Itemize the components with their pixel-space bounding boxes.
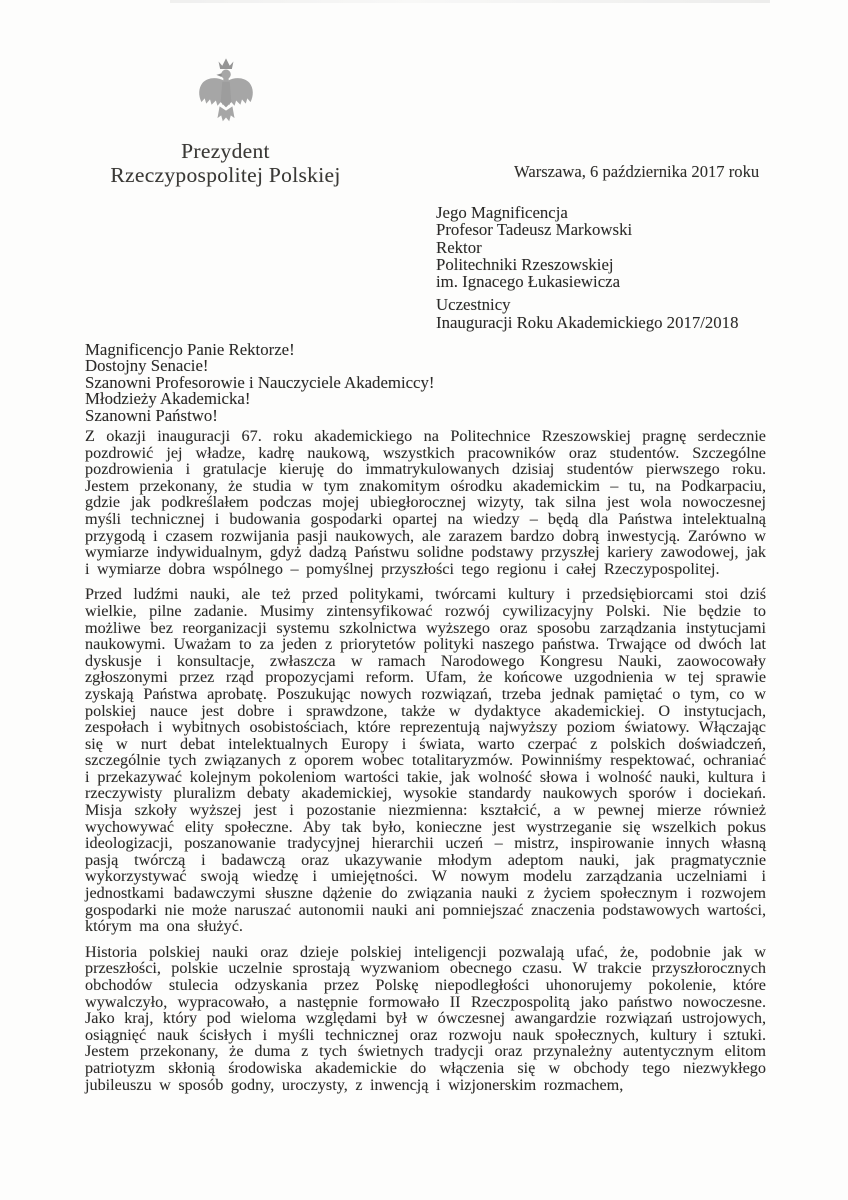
letter-body — [85, 428, 766, 1102]
salutation-block — [85, 342, 434, 424]
body-paragraph: Historia polskiej nauki oraz dzieje polskiej inteligencji pozwalają ufać, że, podobnie jak w przeszłości, polskie uczelnie sprostają wyzwaniom obecnego czasu. W trakcie przyszłorocznych obchodów stulecia odzyskania przez Polskę niepodległości uhonorujemy pokolenie, które wywalczyło, wypracowało, a następnie formowało II Rzeczpospolitą jako państwo nowoczesne. Jako kraj, który pod wieloma względami był w ówczesnej awangardzie rozwiązań ustrojowych, osiągnięć nauk ścisłych i myśli technicznej oraz rozwoju nauk społecznych, kultury i sztuki. Jestem przekonany, że duma z tych świetnych tradycji oraz przynależny autentycznym elitom patriotyzm skłonią środowiska akademickie do włączenia się w obchody tego niezwykłego jubileuszu w sposób godny, uroczysty, z inwencją i wizjonerskim rozmachem, — [85, 942, 766, 1094]
salutation-line: Szanowni Profesorowie i Nauczyciele Akademiccy! — [85, 372, 435, 392]
addressee-line: Profesor Tadeusz Markowski — [436, 220, 633, 240]
letterhead — [98, 53, 353, 187]
addressee-secondary — [436, 296, 738, 331]
salutation-line: Magnificencjo Panie Rektorze! — [85, 340, 295, 359]
salutation-line: Szanowni Państwo! — [85, 405, 218, 425]
addressee-line: Uczestnicy — [436, 295, 511, 315]
addressee-line: Politechniki Rzeszowskiej — [436, 254, 614, 274]
body-paragraph: Z okazji inauguracji 67. roku akademickiego na Politechnice Rzeszowskiej pragnę serdecznie pozdrowić jej władze, kadrę naukową, wszystkich pracowników oraz studentów. Szczególne pozdrowienia i gratulacje kieruję do immatrykulowanych dzisiaj studentów pierwszego roku. Jestem przekonany, że studia w tym znakomitym ośrodku akademickim – tu, na Podkarpaciu, gdzie jak podkreślałem podczas mojej ubiegłorocznej wizyty, tak silna jest wola nowoczesnej myśli technicznej i budowania gospodarki opartej na wiedzy – będą dla Państwa intelektualną przygodą i czasem rozwijania pasji naukowych, ale zarazem bardzo dobrą inwestycją. Zarówno w wymiarze indywidualnym, gdyż dadzą Państwu solidne podstawy przyszłej kariery zawodowej, jak i wymiarze dobra wspólnego – pomyślnej przyszłości tego regionu i całej Rzeczypospolitej. — [85, 427, 766, 578]
scan-artifact-top — [170, 0, 770, 3]
dateline: Warszawa, 6 października 2017 roku — [514, 162, 760, 181]
addressee-line: Rektor — [436, 237, 482, 257]
salutation-line: Dostojny Senacie! — [85, 356, 209, 376]
letterhead-title-line1: Prezydent — [181, 139, 270, 163]
addressee-primary — [436, 204, 738, 290]
letterhead-title-line2: Rzeczypospolitej Polskiej — [110, 163, 341, 187]
body-paragraph: Przed ludźmi nauki, ale też przed politykami, twórcami kultury i przedsiębiorcami stoi dziś wielkie, pilne zadanie. Musimy zintensyfikować rozwój cywilizacyjny Polski. Nie będzie to możliwe bez reorganizacji systemu szkolnictwa wyższego oraz sposobu zarządzania instytucjami naukowymi. Uważam to za jeden z priorytetów polityki naszego państwa. Trwające od dwóch lat dyskusje i konsultacje, zwłaszcza w ramach Narodowego Kongresu Nauki, zaowocowały zgłoszonymi przez rząd propozycjami reform. Ufam, że końcowe uzgodnienia w tej sprawie zyskają Państwa aprobatę. Poszukując nowych rozwiązań, trzeba jednak pamiętać o tym, co w polskiej nauce jest dobre i sprawdzone, także w dydaktyce akademickiej. O instytucjach, zespołach i wybitnych osobistościach, które reprezentują najwyższy poziom światowy. Włączając się w nurt debat intelektualnych Europy i świata, warto czerpać z polskich doświadczeń, szczególnie tych związanych z oporem wobec totalitaryzmów. Powinniśmy respektować, ochraniać i przekazywać kolejnym pokoleniom wartości takie, jak wolność słowa i wolność nauki, kultura i rzeczywisty pluralizm debaty akademickiej, wysokie standardy naukowych sporów i dociekań. Misja szkoły wyższej jest i pozostanie niezmienna: kształcić, a w pewnej mierze również wychowywać elity społeczne. Aby tak było, konieczne jest wystrzeganie się wszelkich pokus ideologizacji, poszanowanie tradycyjnej hierarchii uczeń – mistrz, inspirowanie innych własną pasją twórczą i badawczą oraz ukazywanie młodym adeptom nauki, jak pragmatycznie wykorzystywać swoją wiedzę i umiejętności. W nowym modelu zarządzania uczelniami i jednostkami badawczymi słuszne dążenie do związania nauki z życiem społecznym i rozwojem gospodarki nie może naruszać autonomii nauki ani pomniejszać znaczenia podstawowych wartości, którym ma ona służyć. — [85, 585, 766, 936]
addressee-line: Inauguracji Roku Akademickiego 2017/2018 — [436, 312, 739, 332]
addressee-block — [436, 204, 738, 331]
polish-eagle-icon — [194, 53, 258, 133]
salutation-line: Młodzieży Akademicka! — [85, 389, 251, 409]
addressee-line: Jego Magnificencja — [436, 203, 568, 222]
addressee-line: im. Ignacego Łukasiewicza — [436, 272, 621, 292]
